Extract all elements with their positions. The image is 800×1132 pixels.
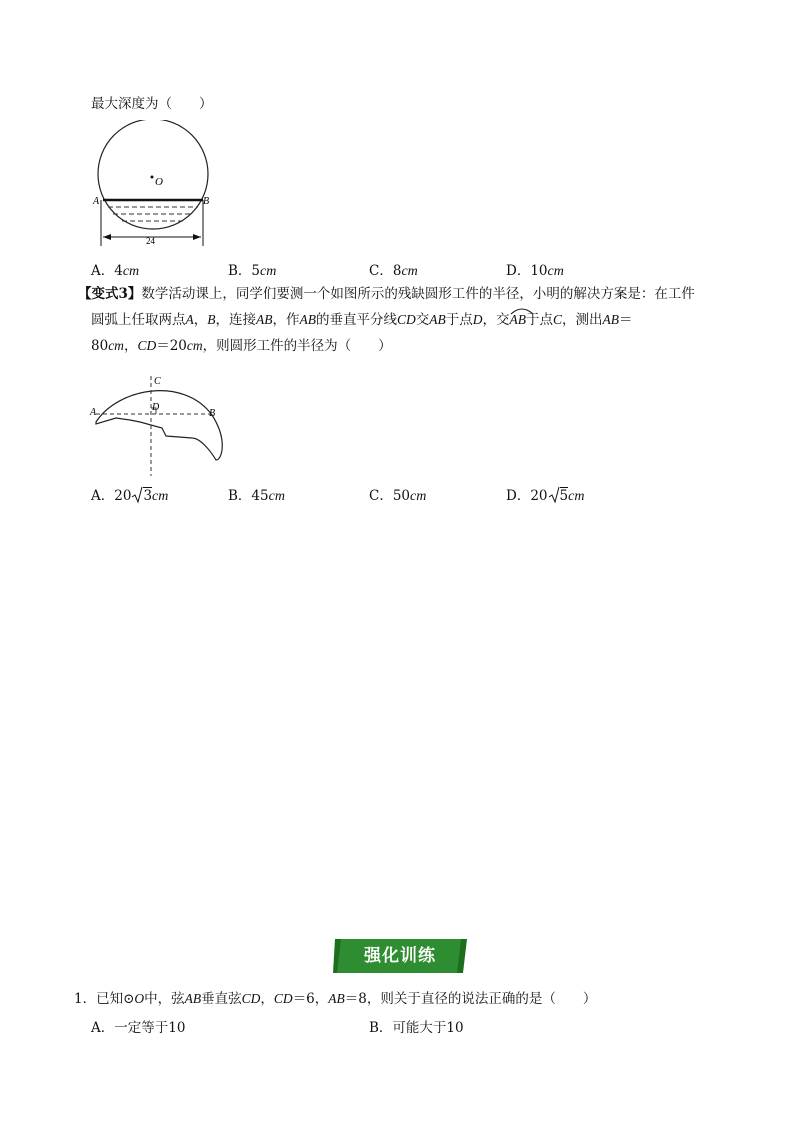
dim-arrow-right (193, 234, 201, 240)
broken-circle-figure (88, 370, 228, 478)
center-point (151, 176, 154, 179)
label-a: A (90, 407, 97, 418)
q1-stem: 1．已知⊙O中，弦AB垂直弦CD，CD＝6，AB＝8，则关于直径的说法正确的是（ ） (74, 991, 597, 1007)
label-c: C (154, 376, 161, 387)
prev-option-c[interactable]: C．8cm (369, 263, 418, 279)
label-b: B (203, 196, 210, 207)
prev-option-a[interactable]: A．4cm (91, 263, 140, 279)
circle-outline (98, 120, 208, 229)
variant3-option-b[interactable]: B．45cm (228, 488, 285, 504)
variant3-line-3: 80cm，CD＝20cm，则圆形工件的半径为（ ） (91, 338, 392, 354)
section-title: 强化训练 (364, 946, 436, 966)
label-o: O (155, 176, 163, 188)
circle-water-figure (90, 120, 220, 250)
q1-option-a[interactable]: A．一定等于10 (91, 1020, 186, 1036)
prev-option-d[interactable]: D．10cm (506, 263, 564, 279)
dim-label: 24 (146, 236, 155, 246)
arc-mark-icon (510, 307, 534, 315)
label-b: B (209, 408, 216, 419)
dim-arrow-left (103, 234, 111, 240)
sqrt-icon (131, 486, 143, 504)
variant3-option-d[interactable]: D．20 5cm (506, 488, 585, 504)
variant3-tag: 【变式3】 (78, 286, 142, 302)
prev-option-b[interactable]: B．5cm (228, 263, 277, 279)
variant3-option-a[interactable]: A．20 3cm (91, 488, 169, 504)
sqrt-icon (548, 486, 560, 504)
label-d: D (152, 402, 160, 413)
variant3-line-2: 圆弧上任取两点A，B，连接AB，作AB的垂直平分线CD交AB于点D，交 AB于点C，测出AB＝ (91, 310, 633, 330)
variant3-line-1: 【变式3】数学活动课上，同学们要测一个如图所示的残缺圆形工件的半径，小明的解决方案是：在工件 (78, 286, 695, 302)
variant3-option-c[interactable]: C．50cm (369, 488, 427, 504)
arc-ab-symbol: AB (510, 310, 527, 330)
question-tail-text: 最大深度为（ ） (91, 96, 213, 112)
q1-option-b[interactable]: B．可能大于10 (369, 1020, 464, 1036)
label-a: A (93, 196, 100, 207)
